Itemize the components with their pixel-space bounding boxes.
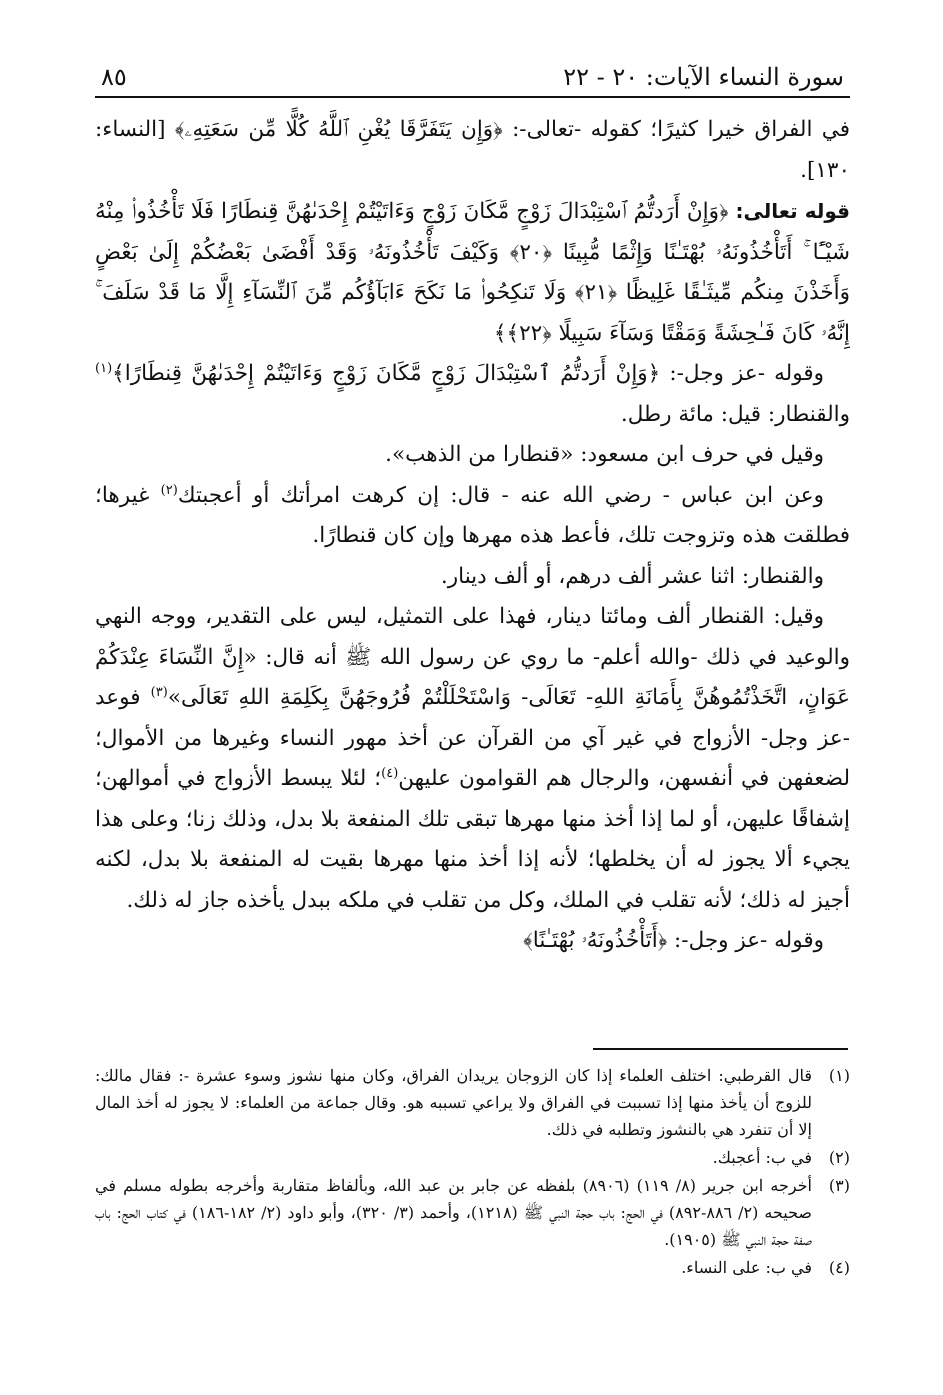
quran-verse-text: ﴿وَإِنْ أَرَدتُّمُ ٱسْتِبْدَالَ زَوْجٍ مَّكَانَ زَوْجٍ وَءَاتَيْتُمْ إِحْدَىٰهُنَّ قِنطَارًا فَلَا تَأْخُذُوا۟ مِنْهُ شَيْـًٔا ۚ أَتَأْخُذُونَهُۥ بُهْتَـٰنًا وَإِثْمًا مُّبِينًا ﴿٢٠﴾ وَكَيْفَ تَأْخُذُونَهُۥ وَقَدْ أَفْضَىٰ بَعْضُكُمْ إِلَىٰ بَعْضٍ وَأَخَذْنَ مِنكُم مِّيثَـٰقًا غَلِيظًا ﴿٢١﴾ وَلَا تَنكِحُوا۟ مَا نَكَحَ ءَابَآؤُكُم مِّنَ ٱلنِّسَآءِ إِلَّا مَا قَدْ سَلَفَ ۚ إِنَّهُۥ كَانَ فَـٰحِشَةً وَمَقْتًا وَسَآءَ سَبِيلًا ﴿٢٢﴾﴾ [95,199,850,346]
verse-paragraph [95,191,850,354]
paragraph-text: وقيل: القنطار ألف ومائتا دينار، فهذا على التمثيل، ليس على التقدير، ووجه النهي والوعيد في ذلك -والله أعلم- ما روي عن رسول الله ﷺ أنه قال: «إِنَّ النِّسَاءَ عِنْدَكُمْ عَوَانٍ، اتَّخَذْتُمُوهُنَّ بِأَمَانَةِ اللهِ- تَعَالَى- وَاسْتَحْلَلْتُمْ فُرُوجَهُنَّ بِكَلِمَةِ اللهِ تَعَالَى» [95,604,850,710]
main-text [95,110,850,962]
paragraph-text: وقوله -عز وجل-: ﴿وَإِنْ أَرَدتُّمُ ٱسْتِبْدَالَ زَوْجٍ مَّكَانَ زَوْجٍ وَءَاتَيْتُمْ إِحْدَىٰهُنَّ قِنطَارًا﴾ [112,361,824,386]
footnote-2 [95,1144,850,1171]
paragraph-5 [95,476,850,557]
footnote-text: في ب: على النساء. [681,1258,812,1277]
paragraph-text: وعن ابن عباس - رضي الله عنه - قال: إن كرهت امرأتك أو أعجبتك [177,482,824,508]
paragraph-1 [95,110,850,191]
footnote-ref-4: (٤) [381,765,399,781]
footnote-text: قال القرطبي: اختلف العلماء إذا كان الزوجان يريدان الفراق، وكان منها نشوز وسوء عشرة -: فقال مالك: للزوج أن يأخذ منها إذا تسببت في الفراق ولا يراعي تسببه هو. وقال جماعة من العلماء: لا يجوز له أخذ المال إلا أن تنفرد هي بالنشوز وتطلبه في ذلك. [95,1066,813,1139]
footnote-ref-3: (٣) [150,684,168,700]
paragraph-8 [95,921,850,962]
paragraph-text: والقنطار: اثنا عشر ألف درهم، أو ألف دينار. [440,563,824,589]
footnote-4 [95,1254,850,1281]
footnote-number: (٢) [828,1148,850,1167]
footnote-number: (١) [828,1066,850,1085]
paragraph-text: فوعد -عز وجل- الأزواج في غير آي من القرآن عن أخذ مهور النساء وغيرها من الأموال؛ لضعفهن في أنفسهن، والرجال هم القوامون عليهن [95,685,850,791]
footnote-text: في ب: أعجبك. [712,1148,812,1167]
footnote-number: (٤) [828,1258,850,1277]
paragraph-text: غيرها؛ فطلقت هذه وتزوجت تلك، فأعط هذه مهرها وإن كان قنطارًا. [95,482,850,548]
page [95,50,850,962]
paragraph-3 [95,354,850,435]
footnote-number: (٣) [828,1176,850,1195]
paragraph-text: ؛ لئلا يبسط الأزواج في أموالهن؛ إشفاقًا عليهن، أو لما إذا أخذ منها مهرها تبقى تلك المنفعة بلا بدل، وذلك زنا؛ وعلى هذا يجيء ألا يجوز له أن يخلطها؛ لأنه إذا أخذ منها مهرها بقيت له المنفعة بلا بدل، لكنه أجيز له ذلك؛ لأنه تقلب في الملك، وكل من تقلب في ملكه ببدل يأخذه جاز له ذلك. [95,766,850,913]
paragraph-text: والقنطار: قيل: مائة رطل. [620,401,850,427]
footnote-ref-2: (٢) [160,482,178,498]
paragraph-6 [95,557,850,598]
paragraph-7 [95,597,850,921]
footnote-3 [95,1172,850,1253]
paragraph-4 [95,435,850,476]
paragraph-text: وقيل في حرف ابن مسعود: «قنطارا من الذهب». [385,442,824,467]
page-number: ٨٥ [101,63,127,91]
paragraph-text: في الفراق خيرا كثيرًا؛ كقوله -تعالى-: ﴿وَإِن يَتَفَرَّقَا يُغْنِ ٱللَّهُ كُلًّا مِّن سَعَتِهِۦ﴾ [النساء: ١٣٠]. [95,117,850,183]
footnote-ref-1: (١) [95,360,113,376]
verse-lead-label: قوله تعالى: [735,199,850,223]
footnotes [95,1062,850,1282]
footnote-1 [95,1062,850,1143]
paragraph-text: وقوله -عز وجل-: ﴿أَتَأْخُذُونَهُۥ بُهْتَـٰنًا﴾ [523,928,824,953]
footnote-divider [593,1048,848,1050]
header-title: سورة النساء الآيات: ٢٠ - ٢٢ [563,63,844,91]
footnote-text: أخرجه ابن جرير (٨/ ١١٩) (٨٩٠٦) بلفظه عن جابر بن عبد الله، وبألفاظ متقاربة وأخرجه بطوله مسلم في صحيحه (٢/ ٨٨٦-٨٩٢) في الحج: باب حجة النبي ﷺ (١٢١٨)، وأحمد (٣/ ٣٢٠)، وأبو داود (٢/ ١٨٢-١٨٦) في كتاب الحج: باب صفة حجة النبي ﷺ (١٩٠٥). [95,1176,813,1249]
running-header [95,50,850,98]
